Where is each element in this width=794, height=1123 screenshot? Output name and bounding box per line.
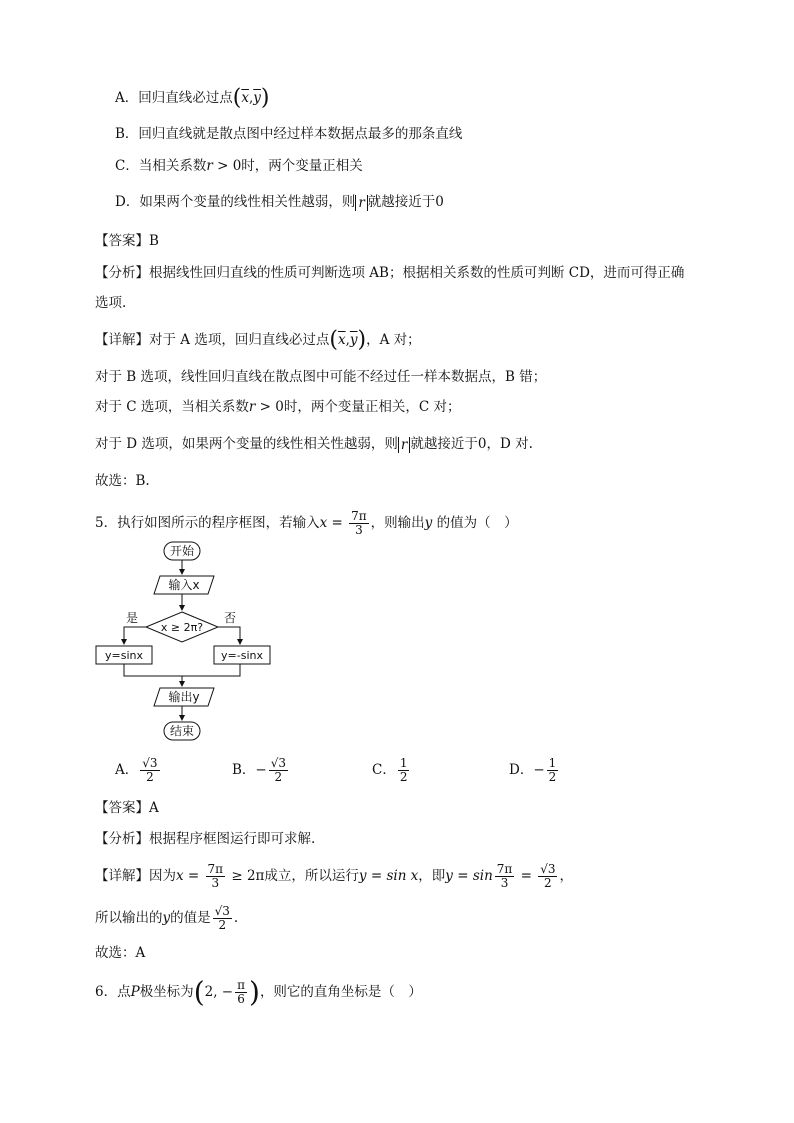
q4-detail-1 <box>95 327 421 353</box>
option-label: B． <box>115 126 139 142</box>
equals: = <box>183 868 204 884</box>
paren: ) <box>260 85 270 111</box>
detail-text: ，A 对； <box>366 332 421 348</box>
q5-detail-1 <box>95 858 573 894</box>
denominator: 2 <box>218 918 227 932</box>
output-label: 输出y <box>168 690 200 704</box>
denominator: 6 <box>237 992 245 1006</box>
denominator: 2 <box>548 770 557 784</box>
option-text: 就越接近于 <box>367 194 436 210</box>
q6-stem <box>95 974 422 1010</box>
numerator: 1 <box>548 756 557 770</box>
option-label: C． <box>115 158 139 174</box>
var-p: P <box>130 984 140 1000</box>
fraction <box>398 757 410 784</box>
detail-text: 就越接近于 <box>410 436 478 452</box>
q4-detail-4 <box>95 434 533 454</box>
denominator: 2 <box>544 876 552 890</box>
start-label: 开始 <box>169 544 195 558</box>
q4-choose: 故选：B. <box>95 473 150 489</box>
denominator: 2 <box>146 770 154 784</box>
stem-text: ，则输出 <box>370 515 425 531</box>
y-bar: $\overline{y}$ <box>349 332 358 348</box>
detail-text: 的值是 <box>170 910 211 926</box>
paren: ( <box>193 975 205 1009</box>
paren: ) <box>249 975 260 1009</box>
option-c <box>115 156 363 176</box>
detail-tag: 【详解】 <box>95 868 149 884</box>
formula: y = sin x <box>358 868 419 884</box>
option-text: > 0时，两个变量正相关 <box>212 158 363 174</box>
option-text: 当相关系数 <box>138 158 207 174</box>
denominator: 3 <box>500 876 509 890</box>
numerator: 7π <box>496 862 513 876</box>
answer-tag: 【答案】 <box>95 800 149 816</box>
q4-detail-2: 对于 B 选项，线性回归直线在散点图中可能不经过任一样本数据点，B 错； <box>95 369 547 385</box>
fraction <box>349 510 369 537</box>
stem-text: 6．点 <box>95 984 131 1000</box>
y-bar: $\overline{y}$ <box>253 90 261 106</box>
fraction <box>140 757 159 784</box>
option-d <box>115 192 444 212</box>
fraction <box>547 757 559 784</box>
minus-sign: − <box>255 762 267 778</box>
numerator: 1 <box>399 756 408 770</box>
detail-text: ，即 <box>418 868 446 884</box>
coord-text: 2, − <box>204 984 234 1000</box>
fraction <box>235 979 247 1006</box>
equals: = <box>327 515 348 531</box>
q5-choose: 故选：A <box>95 945 146 961</box>
answer-tag: 【答案】 <box>95 233 149 249</box>
answer-text: A <box>149 800 159 816</box>
option-label: C． <box>372 762 396 778</box>
q4-answer <box>95 231 159 251</box>
neg-sin-label: y=-sinx <box>221 649 263 662</box>
detail-text: > 0时，两个变量正相关，C 对； <box>255 399 461 415</box>
yes-label: 是 <box>125 611 139 625</box>
fraction <box>538 863 557 890</box>
detail-text: ≥ 2π成立，所以运行 <box>227 868 359 884</box>
analysis-text: 根据程序框图运行即可求解. <box>149 831 316 847</box>
q5-stem <box>95 506 518 540</box>
detail-text: 对于 D 选项，如果两个变量的线性相关性越弱，则 <box>95 436 398 452</box>
formula: y = sin <box>445 868 493 884</box>
numerator: √3 <box>214 904 230 918</box>
fraction <box>269 757 288 784</box>
detail-text: . <box>233 910 239 926</box>
var-r: r <box>206 158 213 174</box>
option-label: B． <box>232 762 256 778</box>
x-bar: $\overline{x}$ <box>241 90 249 106</box>
q5-option-d <box>509 752 560 788</box>
var-y: y <box>424 515 433 531</box>
answer-text: B <box>149 233 159 249</box>
minus-sign: − <box>533 762 545 778</box>
var-r: r <box>358 194 365 211</box>
numerator: 7π <box>207 862 224 876</box>
end-label: 结束 <box>169 724 195 738</box>
comma: , <box>345 332 350 348</box>
analysis-tag: 【分析】 <box>95 831 149 847</box>
denominator: 2 <box>274 770 283 784</box>
var-x: x <box>319 515 328 531</box>
detail-text: 所以输出的 <box>95 910 163 926</box>
no-label: 否 <box>223 611 237 625</box>
flowchart <box>90 538 290 748</box>
q4-analysis-line2: 选项. <box>95 295 127 311</box>
paren: ( <box>232 85 242 111</box>
option-label: A． <box>115 762 139 778</box>
option-label: D． <box>115 194 140 210</box>
abs-r <box>355 195 367 211</box>
detail-text: 对于 A 选项，回归直线必过点 <box>149 332 330 348</box>
option-text: 回归直线就是散点图中经过样本数据点最多的那条直线 <box>138 126 463 142</box>
denominator: 2 <box>399 770 408 784</box>
q5-analysis <box>95 829 315 849</box>
detail-text: ，D 对. <box>486 436 533 452</box>
q4-detail-3 <box>95 397 461 417</box>
zero: 0 <box>477 436 487 452</box>
var-r: r <box>248 399 256 415</box>
fraction <box>495 863 515 890</box>
q5-option-c <box>372 752 411 788</box>
option-label: A． <box>115 90 139 106</box>
q4-analysis <box>95 263 684 283</box>
numerator: √3 <box>142 756 158 770</box>
option-a <box>115 85 270 111</box>
condition-label: x ≥ 2π? <box>160 621 204 634</box>
fraction <box>206 863 226 890</box>
zero: 0 <box>435 194 444 210</box>
denominator: 3 <box>211 876 220 890</box>
comma: , <box>248 90 254 106</box>
q5-detail-2 <box>95 900 238 936</box>
detail-tag: 【详解】 <box>95 332 149 348</box>
fraction <box>213 905 232 932</box>
option-label: D． <box>509 762 534 778</box>
equals: = <box>516 868 537 884</box>
input-label: 输入x <box>168 578 200 592</box>
numerator: √3 <box>270 756 287 770</box>
stem-text: ，则它的直角坐标是（ ） <box>259 984 422 1000</box>
stem-text: 的值为（ ） <box>432 515 518 531</box>
numerator: 7π <box>351 509 367 523</box>
var-x: x <box>176 868 184 884</box>
option-text: 如果两个变量的线性相关性越弱，则 <box>139 194 356 210</box>
stem-text: 5．执行如图所示的程序框图，若输入 <box>95 515 320 531</box>
analysis-tag: 【分析】 <box>95 265 149 281</box>
var-r: r <box>400 436 408 453</box>
stem-text: 极坐标为 <box>139 984 194 1000</box>
abs-r <box>398 437 410 453</box>
q5-option-a <box>115 752 162 788</box>
paren: ) <box>357 327 367 353</box>
paren: ( <box>329 327 338 353</box>
numerator: π <box>237 978 245 992</box>
q5-option-b <box>232 752 290 788</box>
detail-text: 对于 C 选项，当相关系数 <box>95 399 249 415</box>
numerator: √3 <box>540 862 556 876</box>
option-b <box>115 124 462 144</box>
option-text: 回归直线必过点 <box>138 90 233 106</box>
detail-text: ， <box>559 868 573 884</box>
sin-label: y=sinx <box>105 649 143 662</box>
x-bar: $\overline{x}$ <box>337 332 346 348</box>
analysis-text: 根据线性回归直线的性质可判断选项 AB；根据相关系数的性质可判断 CD，进而可得正确 <box>149 265 685 281</box>
denominator: 3 <box>355 523 363 537</box>
detail-text: 因为 <box>149 868 176 884</box>
q5-answer <box>95 798 159 818</box>
var-y: y <box>162 910 171 926</box>
